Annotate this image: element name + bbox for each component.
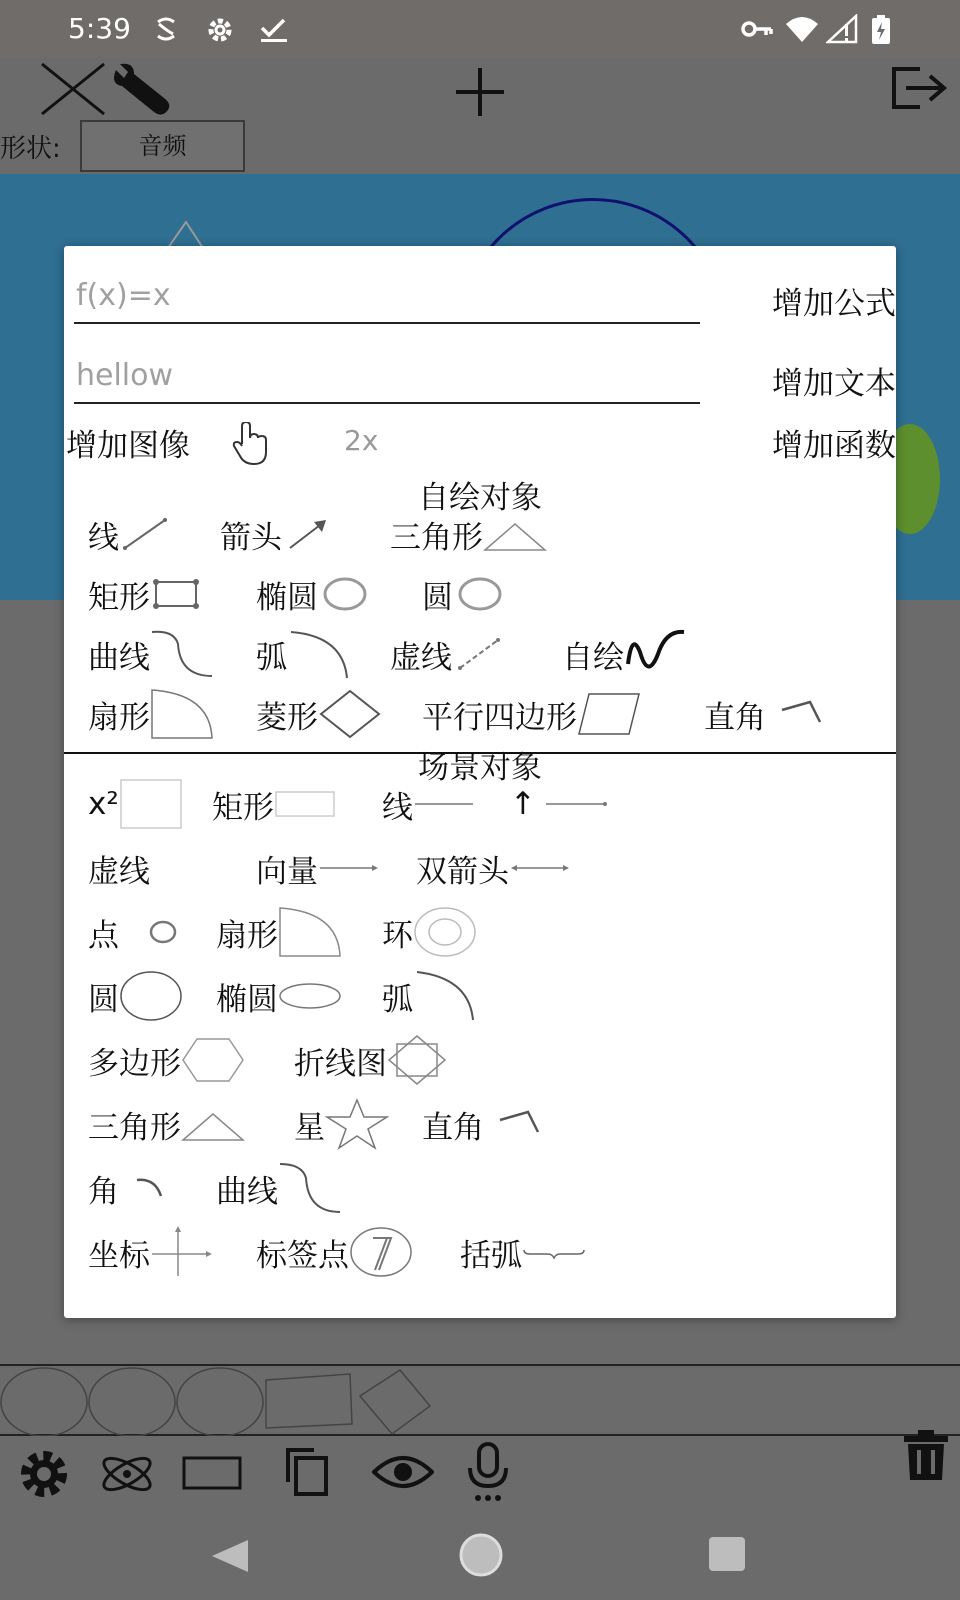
scene-item-arc[interactable]: 弧	[382, 966, 477, 1026]
status-time: 5:39	[68, 12, 131, 45]
sector-icon	[278, 906, 342, 958]
speed-label[interactable]: 2x	[344, 424, 379, 457]
gear-icon	[204, 14, 236, 50]
self-draw-item-diamond[interactable]: 菱形	[256, 684, 382, 744]
trash-icon[interactable]	[902, 1428, 950, 1486]
rectangle-outline-icon[interactable]	[182, 1456, 242, 1494]
ellipse-icon	[318, 574, 372, 614]
add-text-button[interactable]: 增加文本	[772, 366, 896, 402]
parallelogram-icon	[577, 688, 641, 740]
scene-item-ring[interactable]: 环	[382, 902, 477, 962]
line-icon	[119, 514, 169, 554]
line-icon	[413, 784, 475, 824]
scene-item-circle[interactable]: 圆	[88, 966, 183, 1026]
triangle-icon	[483, 514, 547, 554]
scene-item-x-squared[interactable]: x²	[88, 774, 183, 834]
scene-item-vector[interactable]: 向量	[256, 838, 380, 898]
scene-item-polygon[interactable]: 多边形	[88, 1030, 245, 1090]
section-title-self-draw: 自绘对象	[418, 480, 542, 516]
polyline-icon	[387, 1034, 449, 1086]
scene-item-ellipse[interactable]: 椭圆	[216, 966, 342, 1026]
shape-label: 形状:	[0, 134, 61, 164]
vector-icon	[318, 848, 380, 888]
eye-icon[interactable]	[372, 1450, 434, 1498]
self-draw-item-right-angle[interactable]: 直角	[704, 684, 824, 744]
system-nav-bar	[0, 1512, 960, 1600]
scene-item-label-point[interactable]: 标签点	[256, 1222, 413, 1282]
status-bar	[0, 0, 960, 58]
point-icon	[119, 912, 179, 952]
scene-item-dashed-line[interactable]: 虚线	[88, 853, 150, 890]
scene-item-right-angle[interactable]: 直角	[422, 1094, 542, 1154]
curve-icon	[278, 1162, 342, 1214]
triangle-icon	[181, 1104, 245, 1144]
self-draw-item-rectangle[interactable]: 矩形	[88, 564, 202, 624]
right-angle-icon	[484, 1104, 542, 1144]
wifi-icon	[784, 14, 820, 48]
self-draw-item-arc[interactable]: 弧	[256, 624, 351, 684]
right-angle-icon	[766, 694, 824, 734]
rectangle-icon	[150, 574, 202, 614]
shape-thumbnails	[0, 1364, 960, 1436]
scene-item-brace[interactable]: 括弧	[460, 1222, 586, 1282]
self-draw-item-triangle[interactable]: 三角形	[390, 504, 547, 564]
scene-item-star[interactable]: 星	[294, 1094, 389, 1154]
exit-icon[interactable]	[890, 66, 950, 114]
battery-icon	[870, 14, 892, 50]
add-formula-button[interactable]: 增加公式	[772, 286, 896, 322]
scene-item-sector[interactable]: 扇形	[216, 902, 342, 962]
line-icon	[536, 784, 608, 824]
hexagon-icon	[181, 1037, 245, 1083]
text-input[interactable]	[74, 348, 700, 404]
diamond-icon	[318, 688, 382, 740]
curve-icon	[150, 628, 214, 680]
double-arrow-icon	[509, 848, 571, 888]
arc-icon	[413, 970, 477, 1022]
scene-item-polyline[interactable]: 折线图	[294, 1030, 449, 1090]
circle-icon	[119, 970, 183, 1022]
recents-icon[interactable]	[708, 1536, 746, 1576]
self-draw-item-line[interactable]: 线	[88, 504, 169, 564]
self-draw-item-dashed-line[interactable]: 虚线	[390, 624, 504, 684]
close-icon[interactable]	[40, 62, 106, 120]
self-draw-item-circle[interactable]: 圆	[422, 564, 507, 624]
copy-icon[interactable]	[282, 1446, 330, 1502]
add-function-button[interactable]: 增加函数	[772, 428, 896, 464]
scene-item-curve[interactable]: 曲线	[216, 1158, 342, 1218]
self-draw-item-arrow[interactable]: 箭头	[220, 504, 332, 564]
mic-icon[interactable]	[464, 1442, 512, 1508]
scene-item-line[interactable]: 线	[382, 774, 475, 834]
back-icon[interactable]	[210, 1538, 250, 1578]
self-draw-item-ellipse[interactable]: 椭圆	[256, 564, 372, 624]
scene-item-axes[interactable]: 坐标	[88, 1222, 214, 1282]
self-draw-item-freehand[interactable]: 自绘	[562, 624, 688, 684]
atom-icon[interactable]	[98, 1446, 156, 1506]
self-draw-item-sector[interactable]: 扇形	[88, 684, 214, 744]
add-image-button[interactable]: 增加图像	[66, 428, 190, 464]
sector-icon	[150, 688, 214, 740]
scene-item-arrow-up[interactable]: ↑	[510, 774, 608, 834]
plus-icon[interactable]	[454, 66, 506, 122]
circle-icon	[453, 574, 507, 614]
scene-item-angle[interactable]: 角	[88, 1158, 175, 1218]
rectangle-icon	[274, 784, 336, 824]
star-icon	[325, 1098, 389, 1150]
s-icon	[152, 14, 180, 48]
arc-icon	[287, 628, 351, 680]
label-point-icon	[349, 1226, 413, 1278]
ring-icon	[413, 906, 477, 958]
key-icon	[740, 14, 774, 48]
self-draw-item-curve[interactable]: 曲线	[88, 624, 214, 684]
bottom-toolbar	[0, 1436, 960, 1512]
settings-icon[interactable]	[14, 1446, 74, 1506]
scene-item-point[interactable]: 点	[88, 902, 179, 962]
brace-icon	[522, 1232, 586, 1272]
check-icon	[258, 14, 290, 48]
axes-icon	[150, 1226, 214, 1278]
scene-item-rectangle[interactable]: 矩形	[212, 774, 336, 834]
section-title-scene: 场景对象	[418, 750, 542, 786]
arrow-icon	[282, 514, 332, 554]
formula-input[interactable]	[74, 268, 700, 324]
scene-item-triangle[interactable]: 三角形	[88, 1094, 245, 1154]
dashed-line-icon	[452, 634, 504, 674]
freehand-icon	[624, 628, 688, 680]
wrench-icon[interactable]	[108, 62, 174, 122]
hand-icon[interactable]	[232, 422, 272, 470]
scene-item-double-arrow[interactable]: 双箭头	[416, 838, 571, 898]
square-box-icon	[119, 778, 183, 830]
signal-icon	[826, 14, 858, 48]
angle-icon	[119, 1168, 175, 1208]
self-draw-item-parallelogram[interactable]: 平行四边形	[422, 684, 641, 744]
ellipse-icon	[278, 976, 342, 1016]
add-object-dialog	[64, 246, 896, 1318]
shape-select[interactable]: 音频	[80, 120, 245, 172]
home-icon[interactable]	[458, 1532, 504, 1582]
